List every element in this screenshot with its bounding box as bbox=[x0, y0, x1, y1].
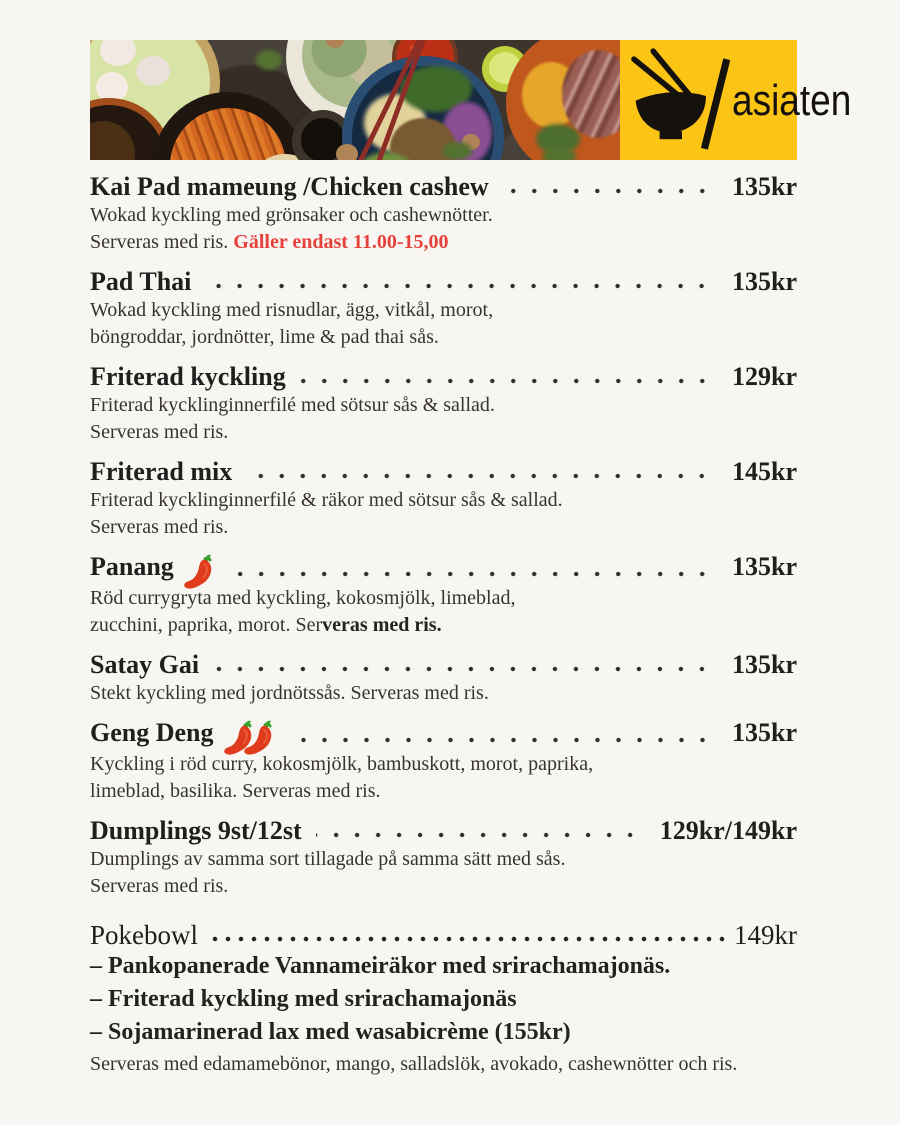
description-text: Wokad kyckling med risnudlar, ägg, vitkål, morot, bbox=[90, 299, 494, 321]
dotted-leader bbox=[205, 281, 720, 290]
item-price: 135kr bbox=[732, 267, 797, 296]
menu-item bbox=[90, 552, 797, 639]
dotted-leader bbox=[300, 376, 720, 385]
item-price: 129kr/149kr bbox=[659, 816, 797, 845]
dotted-leader bbox=[246, 471, 720, 480]
menu-item bbox=[90, 718, 797, 805]
item-title-row bbox=[90, 816, 797, 846]
item-title-row bbox=[90, 650, 797, 680]
photo-mushroom bbox=[336, 144, 358, 160]
item-title: Pokebowl bbox=[90, 920, 198, 950]
item-title: Geng Deng bbox=[90, 718, 214, 747]
photo-herb bbox=[442, 142, 472, 160]
bowl-chopsticks-icon bbox=[626, 48, 730, 152]
item-title-row bbox=[90, 267, 797, 297]
logo-wordmark: asiaten bbox=[732, 75, 852, 125]
item-title-row bbox=[90, 172, 797, 202]
item-description-line bbox=[90, 392, 797, 419]
item-description-line bbox=[90, 1049, 797, 1079]
description-text: zucchini, paprika, morot. Ser bbox=[90, 614, 323, 636]
item-title-row bbox=[90, 718, 797, 751]
menu-item bbox=[90, 457, 797, 541]
description-bold-segment: veras med ris. bbox=[322, 614, 442, 636]
item-description-line bbox=[90, 751, 797, 778]
item-price: 135kr bbox=[732, 552, 797, 581]
description-text: Kyckling i röd curry, kokosmjölk, bambuskott, morot, paprika, bbox=[90, 753, 594, 775]
item-description-line bbox=[90, 514, 797, 541]
item-description-line bbox=[90, 487, 797, 514]
item-description-line bbox=[90, 202, 797, 229]
description-text: Friterad kycklinginnerfilé med sötsur sås & sallad. bbox=[90, 394, 495, 416]
dotted-leader bbox=[208, 934, 732, 943]
item-price: 135kr bbox=[732, 718, 797, 747]
description-text: Serveras med ris. bbox=[90, 516, 229, 538]
item-description-line bbox=[90, 324, 797, 351]
description-text: – Sojamarinerad lax med wasabicrème (155kr) bbox=[90, 1019, 571, 1045]
item-price: 149kr bbox=[734, 920, 797, 950]
photo-dumpling bbox=[136, 56, 170, 86]
photo-herb bbox=[542, 148, 576, 160]
item-description-line bbox=[90, 778, 797, 805]
description-text: böngroddar, jordnötter, lime & pad thai sås. bbox=[90, 326, 439, 348]
item-title: Kai Pad mameung /Chicken cashew bbox=[90, 172, 489, 201]
header-food-photo bbox=[90, 40, 620, 160]
item-price: 129kr bbox=[732, 362, 797, 391]
description-text: limeblad, basilika. Serveras med ris. bbox=[90, 780, 381, 802]
item-description-line bbox=[90, 229, 797, 256]
menu-header bbox=[90, 40, 852, 160]
item-description-line bbox=[90, 419, 797, 446]
item-description-line bbox=[90, 680, 797, 707]
asiaten-logo bbox=[620, 40, 852, 160]
description-text: Dumplings av samma sort tillagade på samma sätt med sås. bbox=[90, 848, 566, 870]
item-description-line bbox=[90, 846, 797, 873]
menu-item bbox=[90, 650, 797, 707]
item-title-row bbox=[90, 362, 797, 392]
menu-item bbox=[90, 920, 797, 1079]
item-title: Satay Gai bbox=[90, 650, 200, 679]
lunch-time-note: Gäller endast 11.00-15,00 bbox=[233, 231, 449, 253]
description-text: Serveras med edamamebönor, mango, salladslök, avokado, cashewnötter och ris. bbox=[90, 1053, 738, 1075]
dotted-leader bbox=[503, 186, 720, 195]
item-description-line bbox=[90, 297, 797, 324]
description-text: Stekt kyckling med jordnötssås. Serveras med ris. bbox=[90, 682, 489, 704]
item-price: 145kr bbox=[732, 457, 797, 486]
menu-item bbox=[90, 362, 797, 446]
item-title-row bbox=[90, 920, 797, 950]
item-title-row bbox=[90, 457, 797, 487]
menu-item bbox=[90, 267, 797, 351]
description-text: Serveras med ris. bbox=[90, 231, 234, 253]
item-title: Friterad kyckling bbox=[90, 362, 286, 391]
item-title: Panang bbox=[90, 552, 174, 581]
dotted-leader bbox=[290, 735, 721, 744]
item-description-line bbox=[90, 1016, 797, 1049]
item-price: 135kr bbox=[732, 650, 797, 679]
photo-beef-slices bbox=[562, 50, 620, 138]
dotted-leader bbox=[230, 569, 720, 578]
item-title: Friterad mix bbox=[90, 457, 233, 486]
photo-dumpling bbox=[100, 40, 136, 66]
photo-soup bbox=[90, 121, 135, 160]
item-title: Pad Thai bbox=[90, 267, 192, 296]
description-text: Friterad kycklinginnerfilé & räkor med sötsur sås & sallad. bbox=[90, 489, 563, 511]
description-text: Wokad kyckling med grönsaker och cashewnötter. bbox=[90, 204, 493, 226]
menu-item bbox=[90, 172, 797, 256]
item-description-line bbox=[90, 585, 797, 612]
menu-list bbox=[90, 172, 797, 1090]
item-description-line bbox=[90, 873, 797, 900]
photo-poke-bowl bbox=[506, 40, 620, 160]
description-text: Röd currygryta med kyckling, kokosmjölk, limeblad, bbox=[90, 587, 516, 609]
description-text: – Pankopanerade Vannameiräkor med srirachamajonäs. bbox=[90, 953, 671, 979]
dotted-leader bbox=[316, 830, 648, 839]
menu-item bbox=[90, 816, 797, 900]
item-description-line bbox=[90, 950, 797, 983]
description-text: – Friterad kyckling med srirachamajonäs bbox=[90, 986, 517, 1012]
dotted-leader bbox=[213, 664, 720, 673]
photo-fries bbox=[170, 108, 286, 160]
item-price: 135kr bbox=[732, 172, 797, 201]
item-description-line bbox=[90, 983, 797, 1016]
description-text: Serveras med ris. bbox=[90, 421, 229, 443]
description-text: Serveras med ris. bbox=[90, 875, 229, 897]
photo-herb bbox=[256, 50, 282, 70]
item-title: Dumplings 9st/12st bbox=[90, 816, 302, 845]
item-description-line bbox=[90, 612, 797, 639]
item-title-row bbox=[90, 552, 797, 585]
